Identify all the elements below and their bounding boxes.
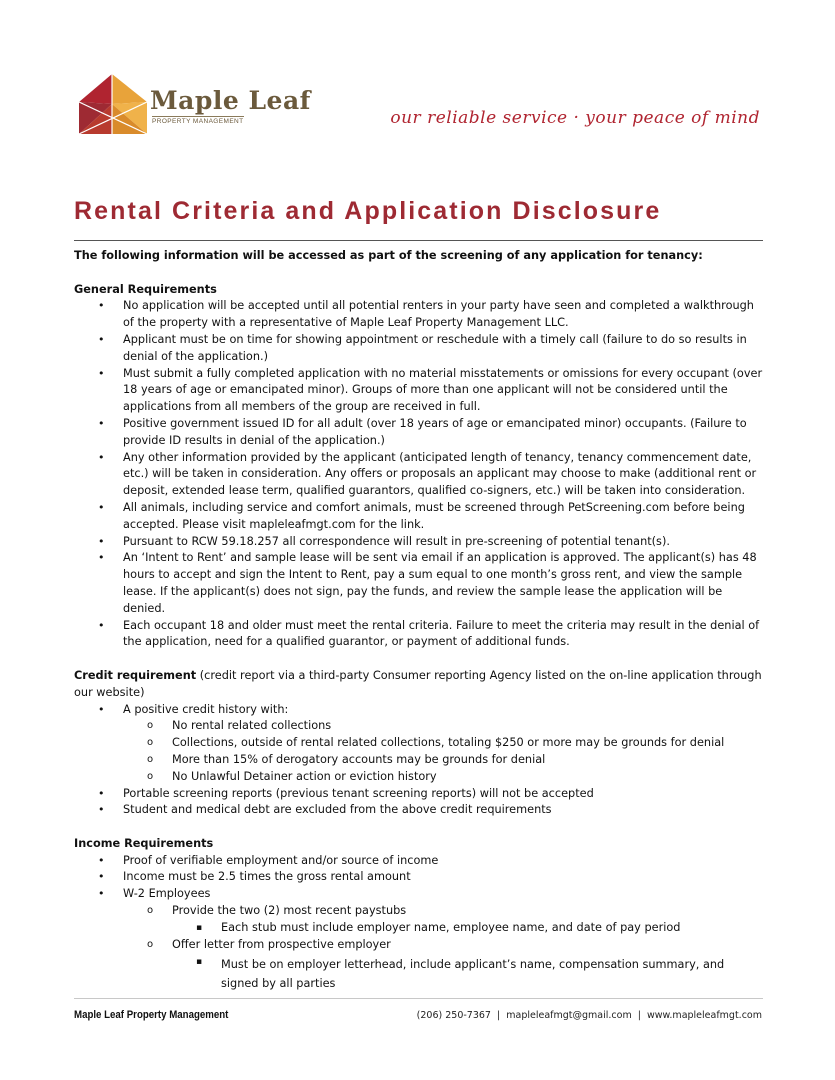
credit-heading-label: Credit requirement	[74, 668, 197, 682]
title-divider	[74, 240, 763, 241]
w2-label: W-2 Employees	[123, 887, 211, 901]
list-item: • All animals, including service and comfort animals, must be screened through PetScreening.com before being accepted. Please visit mapleleafmgt.com for the link.	[74, 500, 764, 534]
list-item: • An ‘Intent to Rent’ and sample lease will be sent via email if an application is approved. The applicant(s) has 48 hours to accept and sign the Intent to Rent, pay a sum equal to one month’s gross rent, and view the sample lease. If the applicant(s) does not sign, pay the funds, and review the sample lease the application will be denied.	[74, 550, 764, 617]
list-item	[74, 702, 764, 786]
tagline: our reliable service · your peace of mind	[390, 108, 760, 128]
offer-letter-label: Offer letter from prospective employer	[172, 937, 391, 951]
positive-credit-label: A positive credit history with:	[123, 702, 289, 716]
list-item: • Pursuant to RCW 59.18.257 all correspondence will result in pre-screening of potential tenant(s).	[74, 534, 764, 551]
footer-divider	[74, 998, 763, 999]
sub-list-item: o More than 15% of derogatory accounts may be grounds for denial	[123, 752, 764, 769]
list-item	[74, 886, 764, 993]
list-item: • Applicant must be on time for showing appointment or reschedule with a timely call (failure to do so results in denial of the application.)	[74, 332, 764, 366]
income-requirements-list	[74, 853, 764, 994]
detail-item: ▪ Must be on employer letterhead, include applicant’s name, compensation summary, and signed by all parties	[172, 953, 764, 993]
w2-sublist	[123, 903, 764, 993]
list-item: • Student and medical debt are excluded from the above credit requirements	[74, 802, 764, 819]
list-item: • Proof of verifiable employment and/or source of income	[74, 853, 764, 870]
income-requirements-heading: Income Requirements	[74, 836, 214, 850]
list-item: • Each occupant 18 and older must meet the rental criteria. Failure to meet the criteria may result in the denial of the application, need for a qualified guarantor, or payment of additional funds.	[74, 618, 764, 652]
footer-contact: (206) 250-7367 | mapleleafmgt@gmail.com | www.mapleleafmgt.com	[416, 1010, 762, 1021]
list-item: • No application will be accepted until all potential renters in your party have seen and completed a walkthrough of the property with a representative of Maple Leaf Property Management LLC.	[74, 298, 764, 332]
general-requirements-heading: General Requirements	[74, 282, 217, 296]
positive-credit-sublist	[123, 718, 764, 785]
sub-list-item	[123, 937, 764, 994]
offer-detail-list	[172, 953, 764, 993]
list-item: • Income must be 2.5 times the gross rental amount	[74, 869, 764, 886]
logo-subtitle: PROPERTY MANAGEMENT	[152, 118, 244, 125]
list-item: • Portable screening reports (previous tenant screening reports) will not be accepted	[74, 786, 764, 803]
detail-item: ▪ Each stub must include employer name, employee name, and date of pay period	[172, 920, 764, 937]
credit-requirement-heading	[74, 668, 764, 702]
footer-company: Maple Leaf Property Management	[74, 1009, 229, 1021]
list-item: • Positive government issued ID for all adult (over 18 years of age or emancipated minor) occupants. (Failure to provide ID results in denial of the application.)	[74, 416, 764, 450]
sub-list-item	[123, 903, 764, 937]
credit-requirements-list	[74, 702, 764, 820]
page-title: Rental Criteria and Application Disclosure	[74, 197, 662, 225]
intro-text: The following information will be accessed as part of the screening of any application for tenancy:	[74, 249, 703, 262]
general-requirements-list	[74, 298, 764, 651]
list-item: • Any other information provided by the applicant (anticipated length of tenancy, tenancy commencement date, etc.) will be taken in consideration. Any offers or proposals an applicant may choose to make (additional rent or deposit, extended lease term, qualified guarantors, qualified co-signers, etc.) will be taken into consideration.	[74, 450, 764, 500]
sub-list-item: o No Unlawful Detainer action or eviction history	[123, 769, 764, 786]
paystubs-detail-list	[172, 920, 764, 937]
list-item: • Must submit a fully completed application with no material misstatements or omissions for every occupant (over 18 years of age or emancipated minor). Groups of more than one applicant will not be considered until the applications from all members of the group are received in full.	[74, 366, 764, 416]
sub-list-item: o Collections, outside of rental related collections, totaling $250 or more may be grounds for denial	[123, 735, 764, 752]
paystubs-label: Provide the two (2) most recent paystubs	[172, 904, 407, 918]
letterhead	[0, 0, 835, 160]
document-body	[74, 248, 764, 993]
sub-list-item: o No rental related collections	[123, 718, 764, 735]
credit-heading-note: (credit report via a third-party Consumer reporting Agency listed on the on-line application through our website)	[74, 668, 762, 699]
logo-name: Maple Leaf	[150, 86, 311, 115]
house-logo-icon	[75, 72, 149, 136]
